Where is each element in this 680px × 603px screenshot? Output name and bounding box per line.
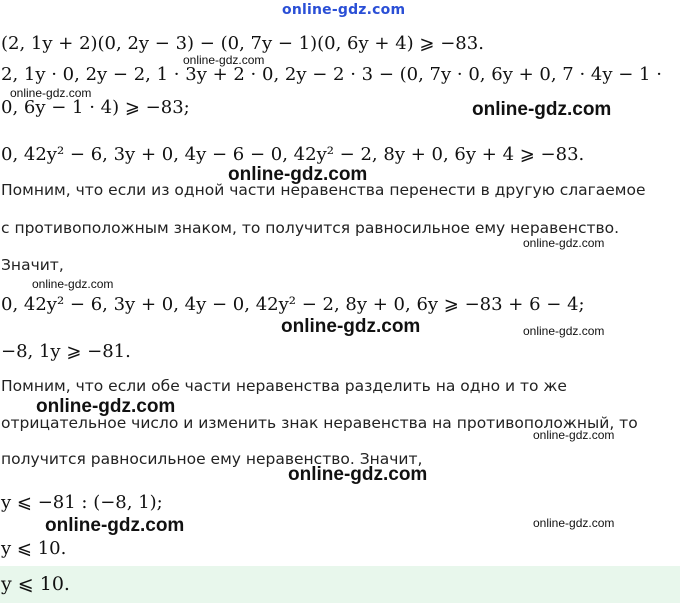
text-paragraph-2-line-1: Помним, что если обе части неравенства разделить на одно и то же xyxy=(1,377,567,395)
equation-line-1: (2, 1y + 2)(0, 2y − 3) − (0, 7y − 1)(0, 6y + 4) ⩾ −83. xyxy=(1,33,484,54)
watermark-small: online-gdz.com xyxy=(523,324,605,338)
text-paragraph-2-line-2: отрицательное число и изменить знак неравенства на противоположный, то xyxy=(1,414,638,432)
watermark-small: online-gdz.com xyxy=(10,86,92,100)
equation-line-5: 0, 42y² − 6, 3y + 0, 4y − 0, 42y² − 2, 8y + 0, 6y ⩾ −83 + 6 − 4; xyxy=(1,294,585,315)
text-paragraph-1-line-1: Помним, что если из одной части неравенства перенести в другую слагаемое xyxy=(1,181,646,199)
watermark-small: online-gdz.com xyxy=(183,53,265,67)
watermark-big: online-gdz.com xyxy=(472,99,612,120)
watermark-big: online-gdz.com xyxy=(228,164,368,185)
watermark-big: online-gdz.com xyxy=(288,464,428,485)
text-paragraph-1-line-2: с противоположным знаком, то получится равносильное ему неравенство. xyxy=(1,219,620,237)
watermark-small: online-gdz.com xyxy=(523,236,605,250)
equation-line-6: −8, 1y ⩾ −81. xyxy=(1,341,131,362)
watermark-big: online-gdz.com xyxy=(36,396,176,417)
answer-highlight-band xyxy=(0,566,680,603)
site-watermark-top: online-gdz.com xyxy=(282,2,406,18)
text-conclusion-label-1: Значит, xyxy=(1,256,64,274)
equation-line-8: y ⩽ 10. xyxy=(1,538,67,559)
equation-line-2: 2, 1y · 0, 2y − 2, 1 · 3y + 2 · 0, 2y − 2 · 3 − (0, 7y · 0, 6y + 0, 7 · 4y − 1 · xyxy=(1,64,662,85)
watermark-small: online-gdz.com xyxy=(533,428,615,442)
watermark-small: online-gdz.com xyxy=(533,516,615,530)
equation-line-7: y ⩽ −81 : (−8, 1); xyxy=(1,492,163,513)
watermark-big: online-gdz.com xyxy=(281,316,421,337)
equation-line-4: 0, 42y² − 6, 3y + 0, 4y − 6 − 0, 42y² − 2, 8y + 0, 6y + 4 ⩾ −83. xyxy=(1,144,585,165)
watermark-big: online-gdz.com xyxy=(45,515,185,536)
equation-line-3: 0, 6y − 1 · 4) ⩾ −83; xyxy=(1,97,190,118)
watermark-small: online-gdz.com xyxy=(32,277,114,291)
answer-text: y ⩽ 10. xyxy=(1,573,70,595)
text-paragraph-2-line-3: получится равносильное ему неравенство. Значит, xyxy=(1,450,423,468)
